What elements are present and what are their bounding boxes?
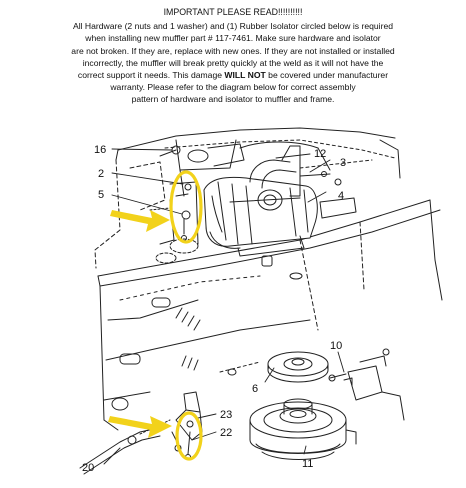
callout-6: 6: [252, 383, 259, 395]
notice-warning-bold: WILL NOT: [224, 70, 266, 81]
callout-12: 12: [314, 148, 327, 160]
notice-line: are not broken. If they are, replace with new ones. If they are not installed or installed: [71, 45, 395, 56]
notice-title: IMPORTANT PLEASE READ!!!!!!!!!!: [163, 7, 303, 17]
clutch-pulley: [268, 352, 328, 382]
notice-line-part: correct support it needs. This damage: [77, 70, 225, 81]
callout-23: 23: [220, 409, 233, 421]
callout-3: 3: [340, 157, 347, 169]
notice-line: warranty. Please refer to the diagram below for correct assembly: [110, 82, 356, 93]
callout-20: 20: [82, 462, 95, 474]
notice-line: incorrectly, the muffler will break pretty quickly at the weld as it will not have the: [82, 57, 384, 68]
notice-line: pattern of hardware and isolator to muffler and frame.: [131, 94, 335, 105]
callout-10: 10: [330, 340, 343, 352]
highlight-arrows: [108, 210, 172, 438]
electric-clutch: [250, 399, 356, 460]
callout-22: 22: [220, 427, 233, 439]
arrow-bottom: [108, 416, 172, 438]
callout-4: 4: [338, 190, 345, 202]
deck-slots: [112, 239, 302, 410]
callout-16: 16: [94, 144, 107, 156]
callout-5: 5: [98, 189, 105, 201]
callout-2: 2: [98, 168, 105, 180]
callout-11: 11: [302, 458, 314, 470]
notice-line: when installing new muffler part # 117-7461. Make sure hardware and isolator: [85, 33, 381, 44]
notice-line: All Hardware (2 nuts and 1 washer) and (1) Rubber Isolator circled below is required: [72, 21, 394, 32]
notice-line-part: be covered under manufacturer: [265, 70, 389, 81]
arrow-top: [110, 210, 170, 232]
